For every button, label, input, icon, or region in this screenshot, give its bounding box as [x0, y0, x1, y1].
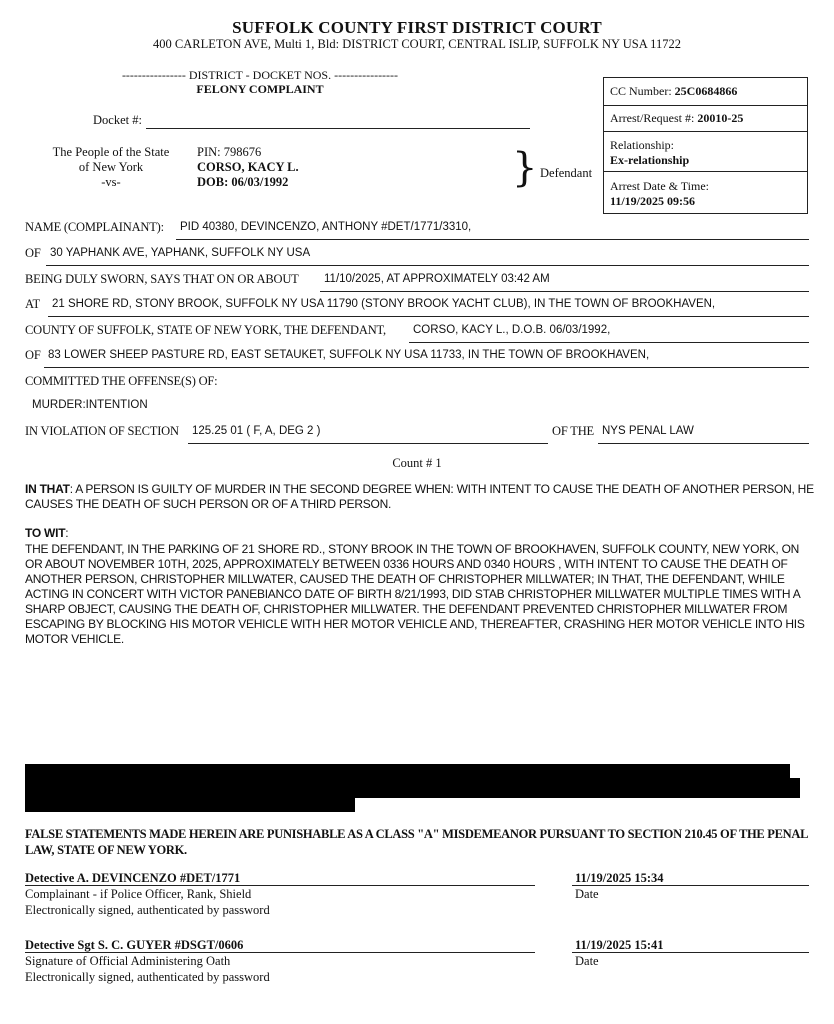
official-signature-line: [25, 952, 535, 953]
relationship-value: Ex-relationship: [610, 153, 690, 167]
relationship-label: Relationship:: [610, 138, 674, 152]
court-address: 400 CARLETON AVE, Multi 1, Bld: DISTRICT COURT, CENTRAL ISLIP, SUFFOLK NY USA 11722: [153, 37, 681, 51]
in-that-paragraph: [25, 482, 815, 512]
sworn-value: 11/10/2025, AT APPROXIMATELY 03:42 AM: [324, 273, 550, 285]
arrest-number-row: [604, 106, 807, 132]
complainant-label: NAME (COMPLAINANT):: [25, 220, 164, 234]
defendant-label: Defendant: [540, 166, 593, 180]
brace-symbol: }: [512, 145, 538, 191]
complainant-date-line: [572, 885, 809, 886]
people-block: [40, 145, 182, 190]
relationship-row: [604, 132, 807, 172]
complainant-auth-note: Electronically signed, authenticated by password: [25, 903, 270, 917]
of-line: [46, 265, 809, 266]
docket-number-line: [146, 128, 530, 129]
in-that-text: : A PERSON IS GUILTY OF MURDER IN THE SECOND DEGREE WHEN: WITH INTENT TO CAUSE THE DEATH OF ANOTHER PERSON, HE CAUSES THE DEATH OF SUCH PERSON OR OF A THIRD PERSON.: [25, 482, 814, 511]
county-value: CORSO, KACY L., D.O.B. 06/03/1992,: [413, 324, 611, 336]
to-wit-heading: [25, 526, 815, 541]
court-name: SUFFOLK COUNTY FIRST DISTRICT COURT: [232, 18, 602, 37]
arrest-datetime-row: [604, 172, 807, 214]
redaction-bar-2: [25, 778, 800, 798]
to-wit-label: TO WIT: [25, 526, 66, 540]
cc-number-value: 25C0684866: [674, 84, 738, 98]
of2-value: 83 LOWER SHEEP PASTURE RD, EAST SETAUKET, SUFFOLK NY USA 11733, IN THE TOWN OF BROOKHAVEN,: [48, 349, 650, 361]
complainant-signature-name: Detective A. DEVINCENZO #DET/1771: [25, 871, 241, 885]
committed-label: COMMITTED THE OFFENSE(S) OF:: [25, 374, 218, 388]
official-signature-name: Detective Sgt S. C. GUYER #DSGT/0606: [25, 938, 244, 952]
law-value: NYS PENAL LAW: [602, 425, 694, 437]
sworn-line: [320, 291, 809, 292]
complainant-line: [176, 239, 809, 240]
cc-number-row: [604, 78, 807, 106]
form-title: FELONY COMPLAINT: [196, 82, 324, 96]
at-value: 21 SHORE RD, STONY BROOK, SUFFOLK NY USA 11790 (STONY BROOK YACHT CLUB), IN THE TOWN OF BROOKHAVEN,: [52, 298, 716, 310]
sworn-label: BEING DULY SWORN, SAYS THAT ON OR ABOUT: [25, 272, 299, 286]
defendant-dob: DOB: 06/03/1992: [197, 175, 289, 189]
of-label: OF: [25, 246, 41, 260]
at-label: AT: [25, 297, 40, 311]
of-the-label: OF THE: [552, 424, 594, 438]
arrest-number-label: Arrest/Request #:: [610, 111, 695, 125]
official-role: Signature of Official Administering Oath: [25, 954, 231, 968]
people-line-2: of New York: [78, 160, 144, 174]
law-line: [598, 443, 809, 444]
redaction-bar-3: [25, 796, 355, 812]
false-statement-warning: FALSE STATEMENTS MADE HEREIN ARE PUNISHABLE AS A CLASS "A" MISDEMEANOR PURSUANT TO SECTION 210.45 OF THE PENAL LAW, STATE OF NEW YORK.: [25, 827, 808, 857]
people-line-1: The People of the State: [52, 145, 170, 159]
of2-line: [44, 367, 809, 368]
in-that-label: IN THAT: [25, 482, 70, 496]
count-label: Count # 1: [392, 456, 442, 470]
arrest-number-value: 20010-25: [697, 111, 744, 125]
violation-label: IN VIOLATION OF SECTION: [25, 424, 179, 438]
complainant-role: Complainant - if Police Officer, Rank, Shield: [25, 887, 252, 901]
offense-value: MURDER:INTENTION: [32, 399, 148, 411]
to-wit-colon: :: [65, 526, 69, 540]
at-line: [48, 316, 809, 317]
arrest-datetime-label: Arrest Date & Time:: [610, 179, 709, 193]
case-info-box: [603, 77, 808, 214]
official-date-label: Date: [575, 954, 599, 968]
cc-number-label: CC Number:: [610, 84, 672, 98]
defendant-block: [197, 145, 299, 190]
official-date-line: [572, 952, 809, 953]
official-signature-date: 11/19/2025 15:41: [575, 938, 664, 952]
to-wit-text: THE DEFENDANT, IN THE PARKING OF 21 SHORE RD., STONY BROOK IN THE TOWN OF BROOKHAVEN, SUFFOLK COUNTY, NEW YORK, ON OR ABOUT NOVEMBER 10TH, 2025, APPROXIMATELY BETWEEN 0336 HOURS AND 0340 HOURS , WITH INTENT TO CAUSE THE DEATH OF ANOTHER PERSON, CHRISTOPHER MILLWATER, CAUSED THE DEATH OF CHRISTOPHER MILLWATER; IN THAT, THE DEFENDANT, WHILE ACTING IN CONCERT WITH VICTOR PANEBIANCO DATE OF BIRTH 8/21/1993, DID STAB CHRISTOPHER MILLWATER MULTIPLE TIMES WITH A SHARP OBJECT, CAUSING THE DEATH OF, CHRISTOPHER MILLWATER. THE DEFENDANT PREVENTED CHRISTOPHER MILLWATER FROM ESCAPING BY BLOCKING HIS MOTOR VEHICLE WITH HER MOTOR VEHICLE AND, THEREAFTER, CRASHING HER MOTOR VEHICLE INTO HIS MOTOR VEHICLE.: [25, 542, 805, 646]
county-line: [409, 342, 809, 343]
defendant-name: CORSO, KACY L.: [197, 160, 299, 174]
of-value: 30 YAPHANK AVE, YAPHANK, SUFFOLK NY USA: [50, 247, 311, 259]
violation-line: [188, 443, 548, 444]
violation-value: 125.25 01 ( F, A, DEG 2 ): [192, 425, 321, 437]
docket-heading: ---------------- DISTRICT - DOCKET NOS. ----------------: [121, 68, 399, 82]
complainant-value: PID 40380, DEVINCENZO, ANTHONY #DET/1771/3310,: [180, 221, 472, 233]
complainant-date-label: Date: [575, 887, 599, 901]
defendant-pin: PIN: 798676: [197, 145, 262, 159]
official-auth-note: Electronically signed, authenticated by password: [25, 970, 270, 984]
of2-label: OF: [25, 348, 41, 362]
county-label: COUNTY OF SUFFOLK, STATE OF NEW YORK, THE DEFENDANT,: [25, 323, 386, 337]
docket-number-label: Docket #:: [93, 113, 142, 127]
people-line-3: -vs-: [101, 175, 121, 189]
complainant-signature-line: [25, 885, 535, 886]
complainant-signature-date: 11/19/2025 15:34: [575, 871, 664, 885]
arrest-datetime-value: 11/19/2025 09:56: [610, 194, 696, 208]
